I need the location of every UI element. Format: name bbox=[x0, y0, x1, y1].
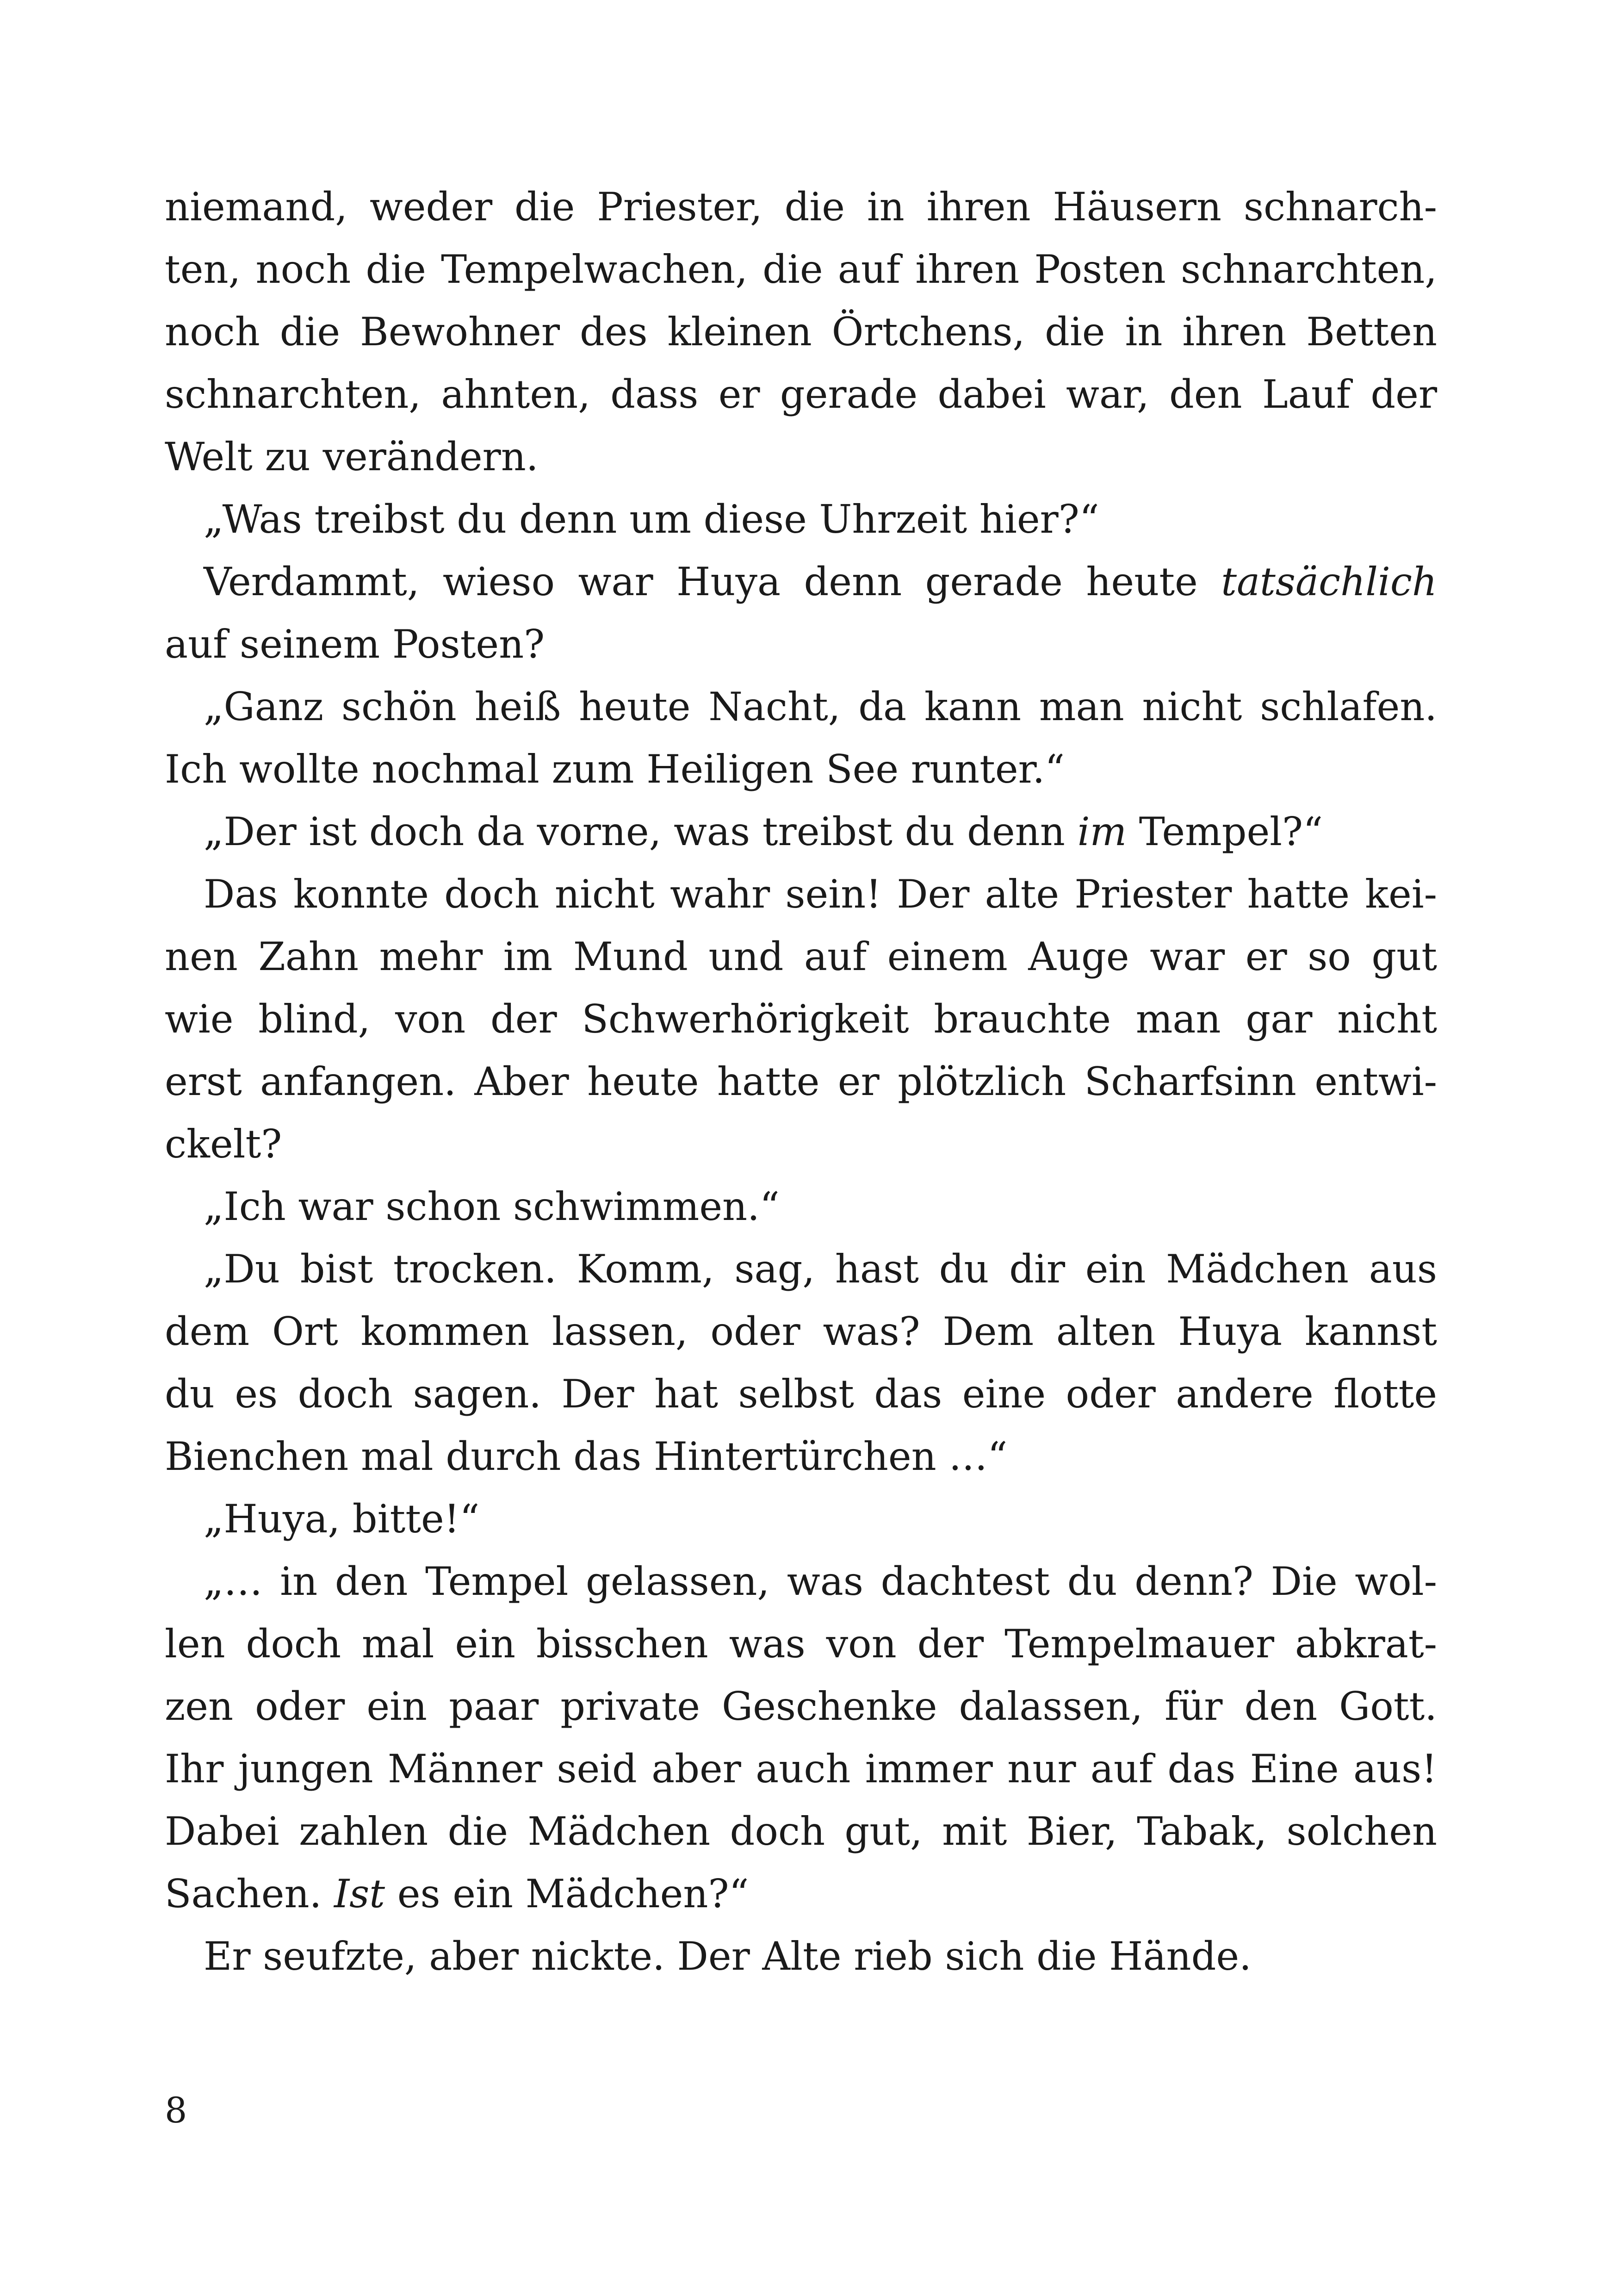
text-line: len doch mal ein bisschen was von der Tempelmauer abkrat- bbox=[165, 1621, 1437, 1667]
text-segment: Tempel?“ bbox=[1127, 809, 1323, 854]
text-line: nen Zahn mehr im Mund und auf einem Auge war er so gut bbox=[165, 934, 1437, 979]
text-line: „… in den Tempel gelassen, was dachtest du denn? Die wol- bbox=[204, 1559, 1437, 1604]
text-line bbox=[165, 551, 1437, 613]
text-line: „Ich war schon schwimmen.“ bbox=[204, 1184, 780, 1229]
text-line: Bienchen mal durch das Hintertürchen …“ bbox=[165, 1434, 1008, 1479]
text-line: „Du bist trocken. Komm, sag, hast du dir ein Mädchen aus bbox=[204, 1246, 1437, 1292]
text-segment: es ein Mädchen?“ bbox=[385, 1871, 749, 1916]
text-line: Dabei zahlen die Mädchen doch gut, mit Bier, Tabak, solchen bbox=[165, 1809, 1437, 1854]
italic-emphasis: Ist bbox=[334, 1871, 385, 1916]
text-line: „Huya, bitte!“ bbox=[204, 1496, 480, 1542]
text-line: niemand, weder die Priester, die in ihren Häusern schnarch- bbox=[165, 184, 1437, 230]
text-line bbox=[165, 801, 1437, 863]
text-line: auf seinem Posten? bbox=[165, 622, 545, 667]
text-line: wie blind, von der Schwerhörigkeit brauchte man gar nicht bbox=[165, 996, 1437, 1042]
text-segment: Verdammt, wieso war Huya denn gerade heute bbox=[204, 559, 1221, 604]
text-line: dem Ort kommen lassen, oder was? Dem alten Huya kannst bbox=[165, 1309, 1437, 1354]
text-line: Ich wollte nochmal zum Heiligen See runter.“ bbox=[165, 747, 1065, 792]
text-line: zen oder ein paar private Geschenke dalassen, für den Gott. bbox=[165, 1684, 1437, 1729]
text-line: Das konnte doch nicht wahr sein! Der alte Priester hatte kei- bbox=[204, 871, 1437, 917]
text-line: schnarchten, ahnten, dass er gerade dabei war, den Lauf der bbox=[165, 372, 1437, 417]
italic-emphasis: tatsächlich bbox=[1221, 559, 1437, 604]
text-line: du es doch sagen. Der hat selbst das eine oder andere flotte bbox=[165, 1371, 1437, 1417]
text-segment: „Der ist doch da vorne, was treibst du denn bbox=[204, 809, 1078, 854]
text-line: „Ganz schön heiß heute Nacht, da kann man nicht schlafen. bbox=[204, 684, 1437, 729]
text-line: Ihr jungen Männer seid aber auch immer nur auf das Eine aus! bbox=[165, 1746, 1437, 1792]
text-line: „Was treibst du denn um diese Uhrzeit hier?“ bbox=[204, 497, 1099, 542]
body-text bbox=[165, 176, 1437, 1988]
text-line bbox=[165, 1863, 1437, 1925]
text-line: ten, noch die Tempelwachen, die auf ihren Posten schnarchten, bbox=[165, 247, 1437, 292]
italic-emphasis: im bbox=[1077, 809, 1127, 854]
page-number: 8 bbox=[165, 2090, 187, 2131]
text-segment: Sachen. bbox=[165, 1871, 334, 1916]
text-line: erst anfangen. Aber heute hatte er plötzlich Scharfsinn entwi- bbox=[165, 1059, 1437, 1104]
text-line: ckelt? bbox=[165, 1121, 282, 1167]
text-line: Er seufzte, aber nickte. Der Alte rieb sich die Hände. bbox=[204, 1934, 1252, 1979]
text-line: Welt zu verändern. bbox=[165, 434, 539, 479]
text-line: noch die Bewohner des kleinen Örtchens, die in ihren Betten bbox=[165, 309, 1437, 355]
